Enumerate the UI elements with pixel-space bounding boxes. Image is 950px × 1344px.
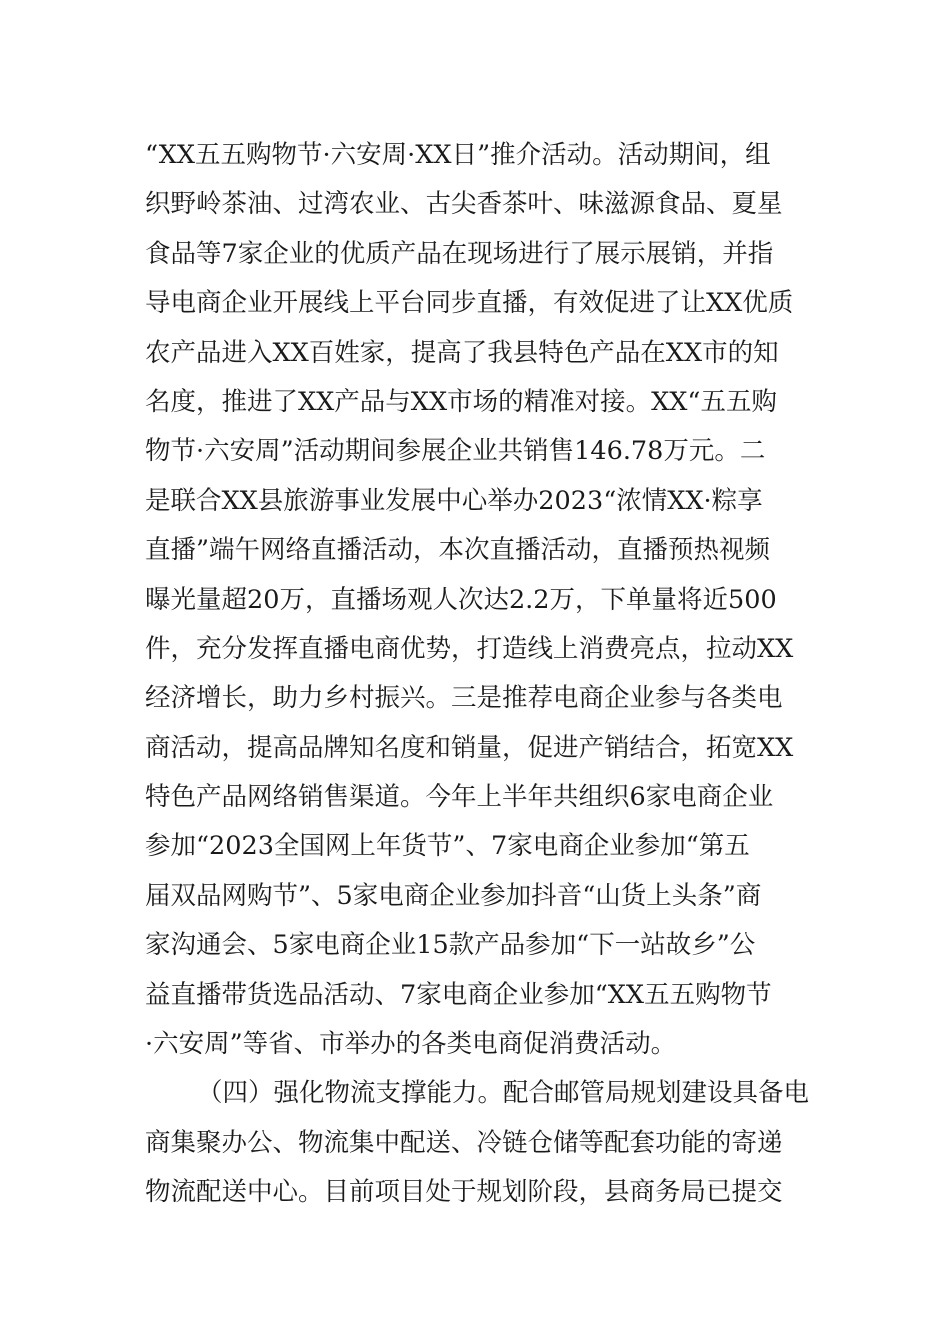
text-line: ·六安周”等省、市举办的各类电商促消费活动。	[145, 1029, 677, 1060]
text-line: 家沟通会、5家电商企业15款产品参加“下一站故乡”公	[145, 930, 756, 961]
text-line: 参加“2023全国网上年货节”、7家电商企业参加“第五	[145, 831, 750, 862]
text-line: 名度，推进了XX产品与XX市场的精准对接。XX“五五购	[145, 386, 777, 417]
text-line: 曝光量超20万，直播场观人次达2.2万，下单量将近500	[145, 584, 777, 615]
text-line: 件，充分发挥直播电商优势，打造线上消费亮点，拉动XX	[145, 633, 794, 664]
text-line: 届双品网购节”、5家电商企业参加抖音“山货上头条”商	[145, 880, 762, 911]
body-text	[145, 131, 825, 1218]
text-line: 织野岭茶油、过湾农业、古尖香茶叶、味滋源食品、夏星	[145, 189, 783, 220]
text-line: 导电商企业开展线上平台同步直播，有效促进了让XX优质	[145, 288, 794, 319]
text-line: 益直播带货选品活动、7家电商企业参加“XX五五购物节	[145, 979, 772, 1010]
text-line: 直播”端午网络直播活动，本次直播活动，直播预热视频	[145, 535, 771, 566]
text-line: 是联合XX县旅游事业发展中心举办2023“浓情XX·粽享	[145, 485, 763, 516]
paragraph-heading-line: （四）强化物流支撑能力。配合邮管局规划建设具备电	[197, 1078, 810, 1109]
text-line: 农产品进入XX百姓家，提高了我县特色产品在XX市的知	[145, 337, 779, 368]
text-line: 商活动，提高品牌知名度和销量，促进产销结合，拓宽XX	[145, 732, 794, 763]
text-line: “XX五五购物节·六安周·XX日”推介活动。活动期间，组	[145, 140, 771, 170]
text-line: 经济增长，助力乡村振兴。三是推荐电商企业参与各类电	[145, 683, 783, 714]
text-line: 特色产品网络销售渠道。今年上半年共组织6家电商企业	[145, 782, 774, 813]
text-line: 物节·六安周”活动期间参展企业共销售146.78万元。二	[145, 436, 766, 467]
text-line: 食品等7家企业的优质产品在现场进行了展示展销，并指	[145, 238, 774, 269]
text-line: 物流配送中心。目前项目处于规划阶段，县商务局已提交	[145, 1177, 783, 1208]
text-line: 商集聚办公、物流集中配送、冷链仓储等配套功能的寄递	[145, 1127, 783, 1158]
